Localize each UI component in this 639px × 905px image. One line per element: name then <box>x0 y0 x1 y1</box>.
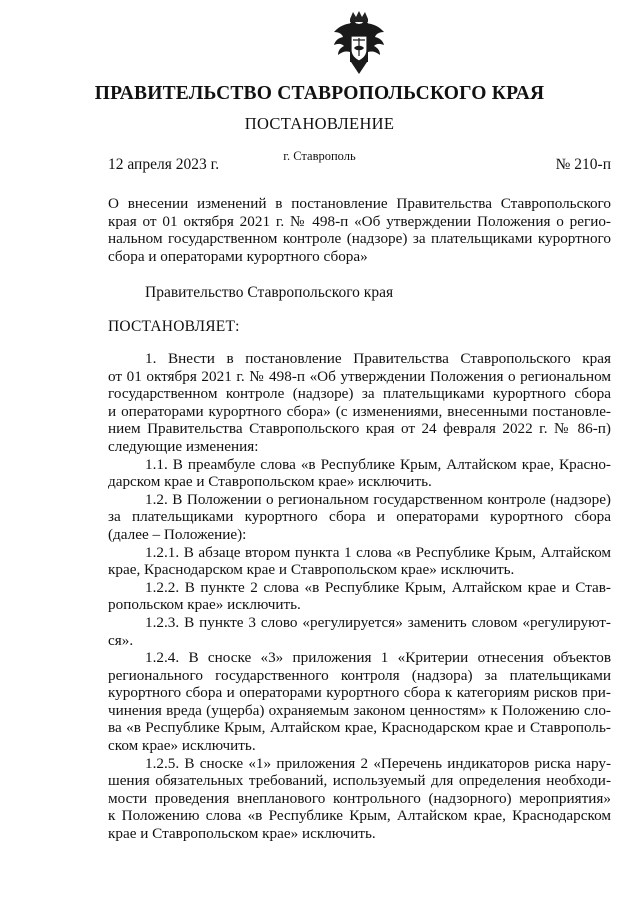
preamble: Правительство Ставропольского края <box>145 284 394 301</box>
text-line: 1. Внести в постановление Правительства Ставропольского края <box>145 350 611 367</box>
document-number: № 210-п <box>555 156 611 173</box>
paragraph-1-2 <box>108 491 611 544</box>
paragraph-1-2-3 <box>108 614 611 649</box>
paragraph-1-2-2 <box>108 579 611 614</box>
text-line: ся». <box>108 631 134 649</box>
text-line: крае, Краснодарском крае и Ставропольском крае» исключить. <box>108 561 515 579</box>
text-line: 1.2. В Положении о региональном государственном контроле (надзоре) <box>145 490 611 508</box>
document-subject <box>108 195 611 265</box>
text-line: к Положению слова «в Республике Крым, Алтайском крае, Краснодарском <box>108 807 611 825</box>
document-date: 12 апреля 2023 г. <box>108 156 220 173</box>
subject-line: нальном государственном контроле (надзоре) за плательщиками курортного <box>108 230 611 248</box>
resolve-heading: ПОСТАНОВЛЯЕТ: <box>108 318 240 335</box>
text-line: курортного сбора и операторами курортного сбора к категориям рисков при- <box>108 684 611 702</box>
text-line: 1.2.4. В сноске «3» приложения 1 «Критерии отнесения объектов <box>145 649 611 667</box>
paragraph-1-2-1 <box>108 544 611 579</box>
text-line: 1.2.3. В пункте 3 слово «регулируется» заменить словом «регулируют- <box>145 613 611 631</box>
paragraph-1-1 <box>108 456 611 491</box>
subject-line: края от 01 октября 2021 г. № 498-п «Об утверждении Положения о регио- <box>108 212 611 230</box>
text-line: чинения вреда (ущерба) охраняемым законом ценностям» к Положению сло- <box>108 701 611 719</box>
text-line: от 01 октября 2021 г. № 498-п «Об утверждении Положения о региональном <box>108 367 611 385</box>
text-line: крае и Ставропольском крае» исключить. <box>108 825 376 843</box>
text-line: государственном контроле (надзоре) за плательщиками курортного сбора <box>108 385 611 403</box>
text-line: за плательщиками курортного сбора и операторами курортного сбора <box>108 508 611 526</box>
paragraph-1-2-5 <box>108 755 611 843</box>
text-line: регионального государственного контроля (надзора) за плательщиками <box>108 666 611 684</box>
subject-line: О внесении изменений в постановление Правительства Ставропольского <box>108 195 611 212</box>
text-line: дарском крае и Ставропольском крае» исключить. <box>108 473 432 491</box>
text-line: и операторами курортного сбора» (с изменениями, внесенными постановле- <box>108 402 611 420</box>
document-type: ПОСТАНОВЛЕНИЕ <box>244 114 395 133</box>
paragraph-1-2-4 <box>108 649 611 755</box>
text-line: ропольском крае» исключить. <box>108 596 301 614</box>
text-line: шения обязательных требований, используемый для определения необходи- <box>108 772 611 790</box>
text-line: (далее – Положение): <box>108 525 247 543</box>
text-line: ском крае» исключить. <box>108 737 256 755</box>
text-line: 1.2.1. В абзаце втором пункта 1 слова «в Республике Крым, Алтайском <box>145 543 611 561</box>
text-line: нием Правительства Ставропольского края от 24 февраля 2022 г. № 86-п) <box>108 420 611 438</box>
paragraph-1 <box>108 350 611 456</box>
text-line: 1.2.2. В пункте 2 слова «в Республике Крым, Алтайском крае и Став- <box>145 578 611 596</box>
text-line: 1.2.5. В сноске «1» приложения 2 «Перечень индикаторов риска нару- <box>145 754 611 772</box>
text-line: 1.1. В преамбуле слова «в Республике Крым, Алтайском крае, Красно- <box>145 455 611 473</box>
subject-line: сбора и операторами курортного сбора» <box>108 247 368 265</box>
document-body <box>108 350 611 843</box>
government-title: ПРАВИТЕЛЬСТВО СТАВРОПОЛЬСКОГО КРАЯ <box>94 83 545 104</box>
text-line: мости проведения внепланового контрольного (надзорного) мероприятия» <box>108 789 611 807</box>
coat-of-arms-emblem <box>331 10 387 76</box>
document-city: г. Ставрополь <box>283 149 356 163</box>
text-line: следующие изменения: <box>108 437 259 455</box>
text-line: ва «в Республике Крым, Алтайском крае, Краснодарском крае и Ставрополь- <box>108 719 611 737</box>
